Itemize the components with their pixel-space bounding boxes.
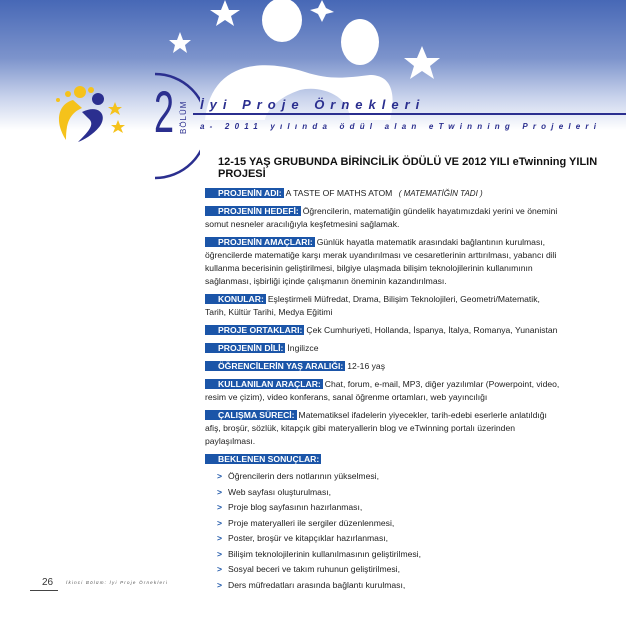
page-number: 26: [42, 577, 54, 588]
section-label: PROJENİN AMAÇLARI:: [205, 237, 315, 247]
section-title: İyi Proje Örnekleri: [200, 97, 426, 112]
chevron-right-icon: >: [217, 579, 223, 590]
list-item: > Sosyal beceri ve takım ruhunun geliştirilmesi,: [217, 564, 400, 574]
page-heading: 12-15 YAŞ GRUBUNDA BİRİNCİLİK ÖDÜLÜ VE 2012 YILI eTwinning YILIN PROJESİ: [218, 156, 598, 180]
partners-section: [205, 324, 560, 337]
section-label: PROJENİN HEDEFİ:: [205, 206, 301, 216]
topics-section: [205, 293, 560, 319]
section-subtitle: a- 2011 yılında ödül alan eTwinning Projeleri: [200, 122, 602, 131]
star-icon: [404, 46, 440, 79]
star-icon: [169, 32, 191, 53]
chevron-right-icon: >: [217, 502, 223, 512]
chapter-word: BÖLÜM: [179, 100, 188, 134]
chevron-right-icon: >: [217, 533, 223, 543]
section-label: KULLANILAN ARAÇLAR:: [205, 379, 323, 389]
chevron-right-icon: >: [217, 486, 223, 497]
section-text: Chat, forum, e-mail, MP3, diğer yazılımlar (Powerpoint, video, resim ve çizim), video konferans, sanal öğrenme ortamları, web yayıncılığı: [205, 379, 560, 402]
chapter-number: 2: [154, 80, 175, 145]
list-item: > Proje blog sayfasının hazırlanması,: [217, 502, 363, 512]
section-label: PROJE ORTAKLARI:: [205, 325, 304, 335]
age-range-section: [205, 360, 560, 373]
section-note: ( MATEMATİĞİN TADI ): [398, 189, 483, 198]
section-label: ÖĞRENCİLERİN YAŞ ARALIĞI:: [205, 361, 345, 371]
chevron-right-icon: >: [217, 564, 223, 574]
list-item: > Ders müfredatları arasında bağlantı kurulması,: [217, 579, 406, 590]
project-details: [205, 187, 560, 598]
language-section: [205, 342, 560, 355]
list-item: > Bilişim teknolojilerinin kullanılmasının geliştirilmesi,: [217, 548, 421, 559]
list-item: > Proje materyalleri ile sergiler düzenlenmesi,: [217, 517, 395, 528]
chevron-right-icon: >: [217, 471, 223, 481]
project-goal-section: [205, 205, 560, 231]
project-name-section: [205, 187, 560, 200]
section-text: Eşleştirmeli Müfredat, Drama, Bilişim Teknolojileri, Geometri/Matematik, Tarih, Kültür Tarihi, Medya Eğitimi: [205, 294, 540, 317]
footer-divider: [30, 590, 58, 591]
list-item: > Web sayfası oluşturulması,: [217, 486, 332, 497]
expected-results-section: [205, 453, 560, 593]
section-text: Günlük hayatla matematik arasındaki bağlantının kurulması, öğrencilerde matematiğe karşı merak uyandırılması ve cesaretlerinin arttırılması, yabancı dili kullanma becerisinin geliştirilmesi, bilgiye ulaşmada bilişim teknolojilerinin kullanımının sağlanması, işbirliği içinde çalışmanın öneminin kazandırılması.: [205, 237, 557, 286]
list-item: > Poster, broşür ve kitapçıklar hazırlanması,: [217, 533, 389, 543]
section-label: BEKLENEN SONUÇLAR:: [205, 454, 321, 464]
section-text: İngilizce: [287, 343, 319, 353]
section-text: Matematiksel ifadelerin yiyecekler, tarih-edebi eserlerle anlatıldığı afiş, broşür, sözlük, kitapçık gibi materyallerin blog ve eTwinning portalı üzerinden paylaşılması.: [205, 410, 547, 446]
star-icon: [310, 0, 334, 22]
section-text: A TASTE OF MATHS ATOM: [285, 188, 393, 198]
tools-section: [205, 378, 560, 404]
etwinning-logo: [48, 82, 128, 147]
section-text: Çek Cumhuriyeti, Hollanda, İspanya, İtalya, Romanya, Yunanistan: [306, 325, 558, 335]
list-item: > Öğrencilerin ders notlarının yükselmesi,: [217, 471, 379, 481]
results-list: [205, 469, 560, 593]
star-icon: [210, 0, 240, 26]
footer-text: İkinci Bölüm: İyi Proje Örnekleri: [66, 580, 169, 585]
section-label: PROJENİN ADI:: [205, 188, 284, 198]
chevron-right-icon: >: [217, 517, 223, 528]
section-label: PROJENİN DİLİ:: [205, 343, 285, 353]
project-aims-section: [205, 236, 560, 288]
section-label: KONULAR:: [205, 294, 266, 304]
section-text: Öğrencilerin, matematiğin gündelik hayatımızdaki yerini ve önemini somut nesneler aracılığıyla keşfetmesini sağlamak.: [205, 206, 558, 229]
title-divider: [193, 113, 626, 115]
chevron-right-icon: >: [217, 548, 223, 559]
process-section: [205, 409, 560, 448]
section-label: ÇALIŞMA SÜRECİ:: [205, 410, 297, 420]
section-text: 12-16 yaş: [347, 361, 386, 371]
